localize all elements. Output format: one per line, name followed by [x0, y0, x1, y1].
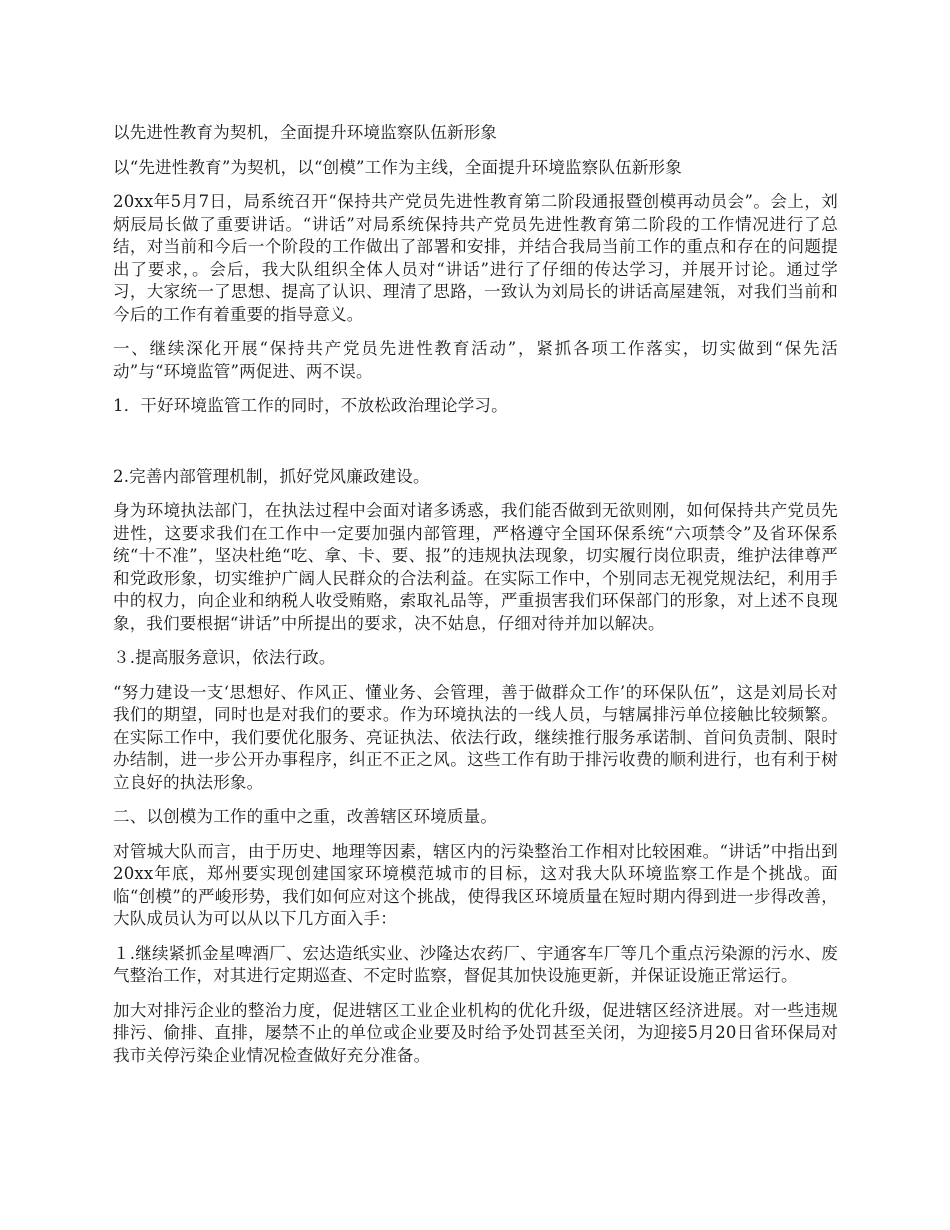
section-two-item-one: １.继续紧抓金星啤酒厂、宏达造纸实业、沙隆达农药厂、宇通客车厂等几个重点污染源的污水、废气整治工作，对其进行定期巡查、不定时监察，督促其加快设施更新，并保证设施正常运行。: [113, 943, 838, 985]
document-title: 以先进性教育为契机，全面提升环境监察队伍新形象: [113, 123, 498, 142]
section-two-paragraph: 对管城大队而言，由于历史、地理等因素，辖区内的污染整治工作相对比较困难。“讲话”中指出到20xx年底，郑州要实现创建国家环境模范城市的目标，这对我大队环境监察工作是个挑战。面临“创模”的严峻形势，我们如何应对这个挑战，使得我区环境质量在短时期内得到进一步得改善，大队成员认为可以从以下几方面入手：: [113, 841, 838, 928]
item-three-paragraph: “努力建设一支‘思想好、作风正、懂业务、会管理，善于做群众工作’的环保队伍”，这是刘局长对我们的期望，同时也是对我们的要求。作为环境执法的一线人员，与辖属排污单位接触比较频繁。在实际工作中，我们要优化服务、亮证执法、依法行政，继续推行服务承诺制、首问负责制、限时办结制，进一步公开办事程序，纠正不正之风。这些工作有助于排污收费的顺利进行，也有利于树立良好的执法形象。: [113, 682, 838, 792]
item-one-heading: 1．干好环境监管工作的同时，不放松政治理论学习。: [113, 396, 508, 415]
subtitle-paragraph: 以“先进性教育”为契机，以“创模”工作为主线，全面提升环境监察队伍新形象: [113, 157, 682, 177]
item-three-heading: ３.提高服务意识，依法行政。: [113, 648, 336, 667]
intro-paragraph: 20xx年5月7日，局系统召开“保持共产党员先进性教育第二阶段通报暨创模再动员会”。会上，刘炳辰局长做了重要讲话。“讲话”对局系统保持共产党员先进性教育第二阶段的工作情况进行了总结，对当前和今后一个阶段的工作做出了部署和安排，并结合我局当前工作的重点和存在的问题提出了要求，。会后，我大队组织全体人员对“讲话”进行了仔细的传达学习，并展开讨论。通过学习，大家统一了思想、提高了认识、理清了思路，一致认为刘局长的讲话高屋建瓴，对我们当前和今后的工作有着重要的指导意义。: [113, 192, 838, 324]
section-one-heading: 一、继续深化开展“保持共产党员先进性教育活动”，紧抓各项工作落实，切实做到“保先活动”与“环境监管”两促进、两不误。: [113, 339, 838, 381]
section-two-heading: 二、以创模为工作的重中之重，改善辖区环境质量。: [113, 807, 498, 826]
item-two-paragraph: 身为环境执法部门，在执法过程中会面对诸多诱惑，我们能否做到无欲则刚，如何保持共产党员先进性，这要求我们在工作中一定要加强内部管理，严格遵守全国环保系统“六项禁令”及省环保系统“十不准”，坚决杜绝“吃、拿、卡、要、报”的违规执法现象，切实履行岗位职责，维护法律尊严和党政形象，切实维护广阔人民群众的合法利益。在实际工作中，个别同志无视党规法纪，利用手中的权力，向企业和纳税人收受贿赂，索取礼品等，严重损害我们环保部门的形象，对上述不良现象，我们要根据“讲话”中所提出的要求，决不姑息，仔细对待并加以解决。: [113, 501, 838, 633]
section-two-closing-paragraph: 加大对排污企业的整治力度，促进辖区工业企业机构的优化升级，促进辖区经济进展。对一些违规排污、偷排、直排，屡禁不止的单位或企业要及时给予处罚甚至关闭，为迎接5月20日省环保局对我市关停污染企业情况检查做好充分准备。: [113, 1000, 838, 1065]
document-body: [113, 122, 838, 1079]
item-two-heading: 2.完善内部管理机制，抓好党风廉政建设。: [113, 466, 430, 486]
